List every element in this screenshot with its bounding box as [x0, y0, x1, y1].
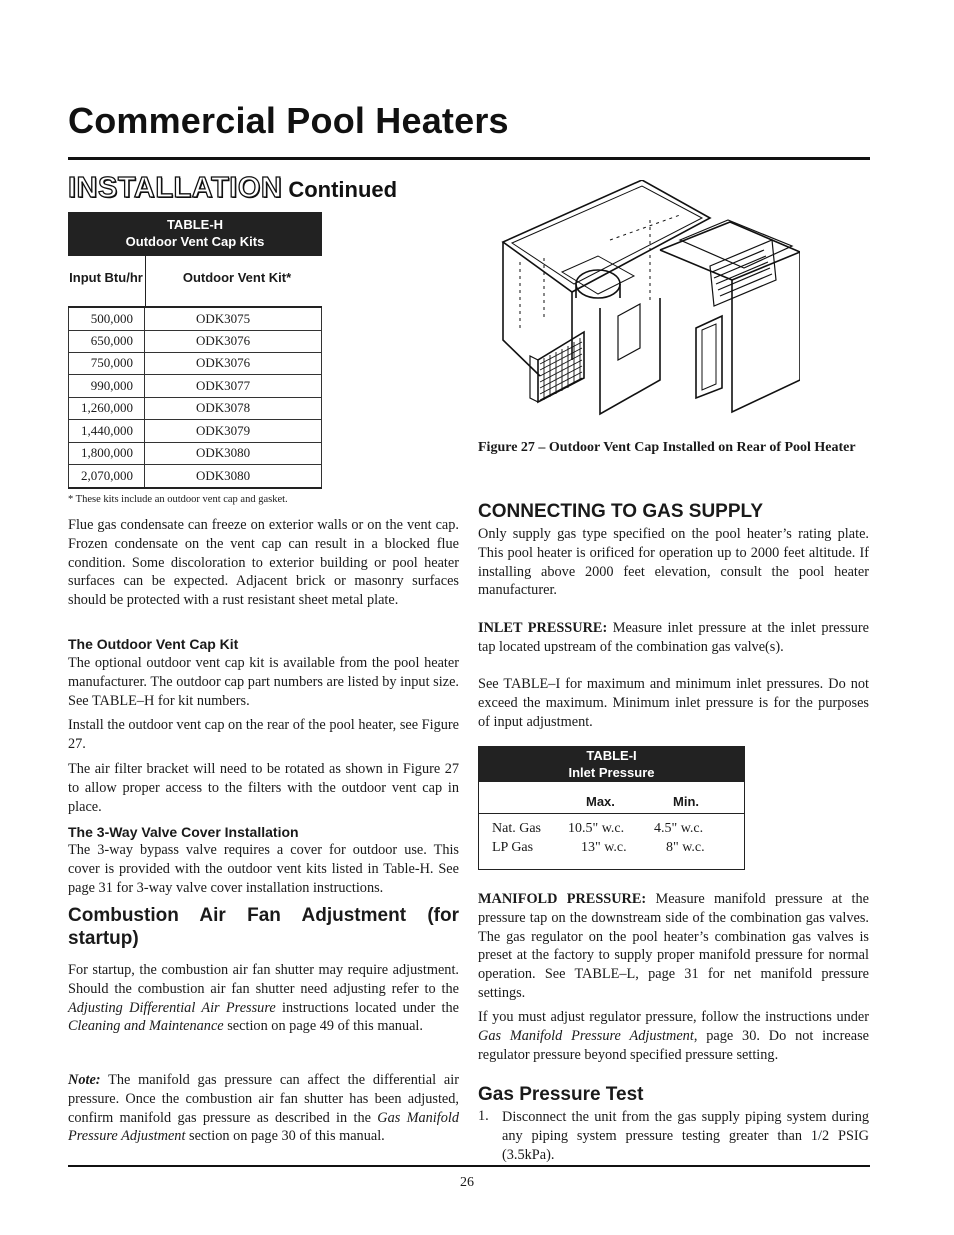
page-number: 26 [460, 1175, 474, 1190]
table-i-header [478, 746, 745, 782]
table-i-max-2: 13" w.c. [581, 840, 627, 855]
title-rule [68, 157, 870, 160]
table-i-gas-1: Nat. Gas [492, 821, 541, 836]
table-i-label: TABLE-I [586, 748, 637, 763]
table-i-max-1: 10.5" w.c. [568, 821, 625, 836]
table-h-footnote: * These kits include an outdoor vent cap and gasket. [68, 494, 288, 505]
combustion-heading: Combustion Air Fan Adjustment (for startup) [68, 905, 459, 949]
table-row: 750,000 ODK3076 [68, 352, 322, 375]
table-row: 650,000 ODK3076 [68, 330, 322, 353]
table-row: 1,440,000 ODK3079 [68, 420, 322, 443]
table-i-header-rule [478, 813, 745, 814]
table-i-col-min: Min. [673, 794, 699, 809]
table-h-header-divider [145, 256, 146, 306]
figure-27-illustration [500, 180, 800, 425]
table-h-label: TABLE-H [166, 217, 224, 232]
section-heading [68, 172, 397, 205]
list-item: Disconnect the unit from the gas supply piping system during any piping system pressure testing greater than 1/2 PSIG (3.5kPa). [502, 1109, 869, 1163]
valve-cover-heading: The 3-Way Valve Cover Installation [68, 824, 299, 840]
table-i-reference-paragraph: See TABLE–I for maximum and minimum inlet pressures. Do not exceed the maximum. Minimum inlet pressure is for the purposes of input adjustment. [478, 676, 869, 730]
gas-supply-heading: CONNECTING TO GAS SUPPLY [478, 501, 764, 522]
valve-cover-paragraph: The 3-way bypass valve requires a cover for outdoor use. This cover is provided with the outdoor vent kits listed in Table-H. See page 31 for 3-way valve cover installation instructions. [68, 842, 459, 896]
table-row: 2,070,000 ODK3080 [68, 465, 322, 489]
note-label: Note: [68, 1072, 101, 1088]
table-row: 500,000 ODK3075 [68, 308, 322, 331]
table-h-header [68, 212, 322, 256]
table-h-col-input: Input Btu/hr [69, 270, 143, 285]
table-i-min-2: 8" w.c. [666, 840, 705, 855]
gas-pressure-test-heading: Gas Pressure Test [478, 1084, 644, 1105]
table-row: 1,800,000 ODK3080 [68, 442, 322, 465]
page-title: Commercial Pool Heaters [68, 100, 509, 141]
install-vent-cap-paragraph: Install the outdoor vent cap on the rear of the pool heater, see Figure 27. [68, 717, 459, 752]
section-title: INSTALLATION [68, 172, 283, 204]
table-i-gas-2: LP Gas [492, 840, 534, 855]
list-number: 1. [478, 1108, 489, 1124]
figure-27-caption: Figure 27 – Outdoor Vent Cap Installed on Rear of Pool Heater [478, 440, 856, 455]
table-h-caption: Outdoor Vent Cap Kits [125, 234, 265, 249]
inlet-pressure-paragraph: INLET PRESSURE: Measure inlet pressure at the inlet pressure tap located upstream of the combination gas valve(s). [478, 620, 869, 655]
manifold-pressure-label: MANIFOLD PRESSURE: [478, 891, 647, 907]
gas-supply-paragraph: Only supply gas type specified on the pool heater’s rating plate. This pool heater is orificed for operation up to 2000 feet altitude. If installing above 2000 feet elevation, consult the pool heater manufacturer. [478, 526, 869, 599]
section-suffix: Continued [288, 177, 398, 202]
combustion-paragraph: For startup, the combustion air fan shutter may require adjustment. Should the combustion air fan shutter need adjusting refer to the Adjusting Differential Air Pressure instructions located under the Cleaning and Maintenance section on page 49 of this manual. [68, 962, 459, 1035]
inlet-pressure-label: INLET PRESSURE: [478, 620, 608, 636]
regulator-adjust-paragraph: If you must adjust regulator pressure, follow the instructions under Gas Manifold Pressure Adjustment, page 30. Do not increase regulator pressure beyond specified pressure setting. [478, 1009, 869, 1063]
vent-cap-kit-heading: The Outdoor Vent Cap Kit [68, 636, 239, 652]
footer-rule [68, 1165, 870, 1167]
vent-cap-kit-paragraph: The optional outdoor vent cap kit is available from the pool heater manufacturer. The outdoor cap part numbers are listed by input size. See TABLE–H for kit numbers. [68, 655, 459, 709]
table-row: 990,000 ODK3077 [68, 375, 322, 398]
flue-condensate-paragraph: Flue gas condensate can freeze on exterior walls or on the vent cap. Frozen condensate on the vent cap can result in a blocked flue condition. Some discoloration to exterior building or pool heater surfaces can be expected. Adjacent brick or masonry surfaces should be protected with a rust resistant sheet metal plate. [68, 517, 459, 609]
table-h-col-kit: Outdoor Vent Kit* [182, 270, 292, 285]
manifold-pressure-paragraph: MANIFOLD PRESSURE: Measure manifold pressure at the pressure tap on the downstream side of the combination gas valves. The gas regulator on the pool heater’s combination gas valves is preset at the factory to supply proper manifold pressure for normal operation. See TABLE–L, page 31 for net manifold pressure settings. [478, 891, 869, 1001]
table-row: 1,260,000 ODK3078 [68, 397, 322, 420]
note-paragraph: Note: The manifold gas pressure can affect the differential air pressure. Once the combustion air fan shutter has been adjusted, confirm manifold gas pressure as described in the Gas Manifold Pressure Adjustment section on page 30 of this manual. [68, 1072, 460, 1145]
air-filter-paragraph: The air filter bracket will need to be rotated as shown in Figure 27 to allow proper access to the filters with the outdoor vent cap in place. [68, 761, 459, 815]
table-i-col-max: Max. [586, 794, 615, 809]
table-i-caption: Inlet Pressure [568, 765, 655, 780]
table-i-min-1: 4.5" w.c. [654, 821, 704, 836]
